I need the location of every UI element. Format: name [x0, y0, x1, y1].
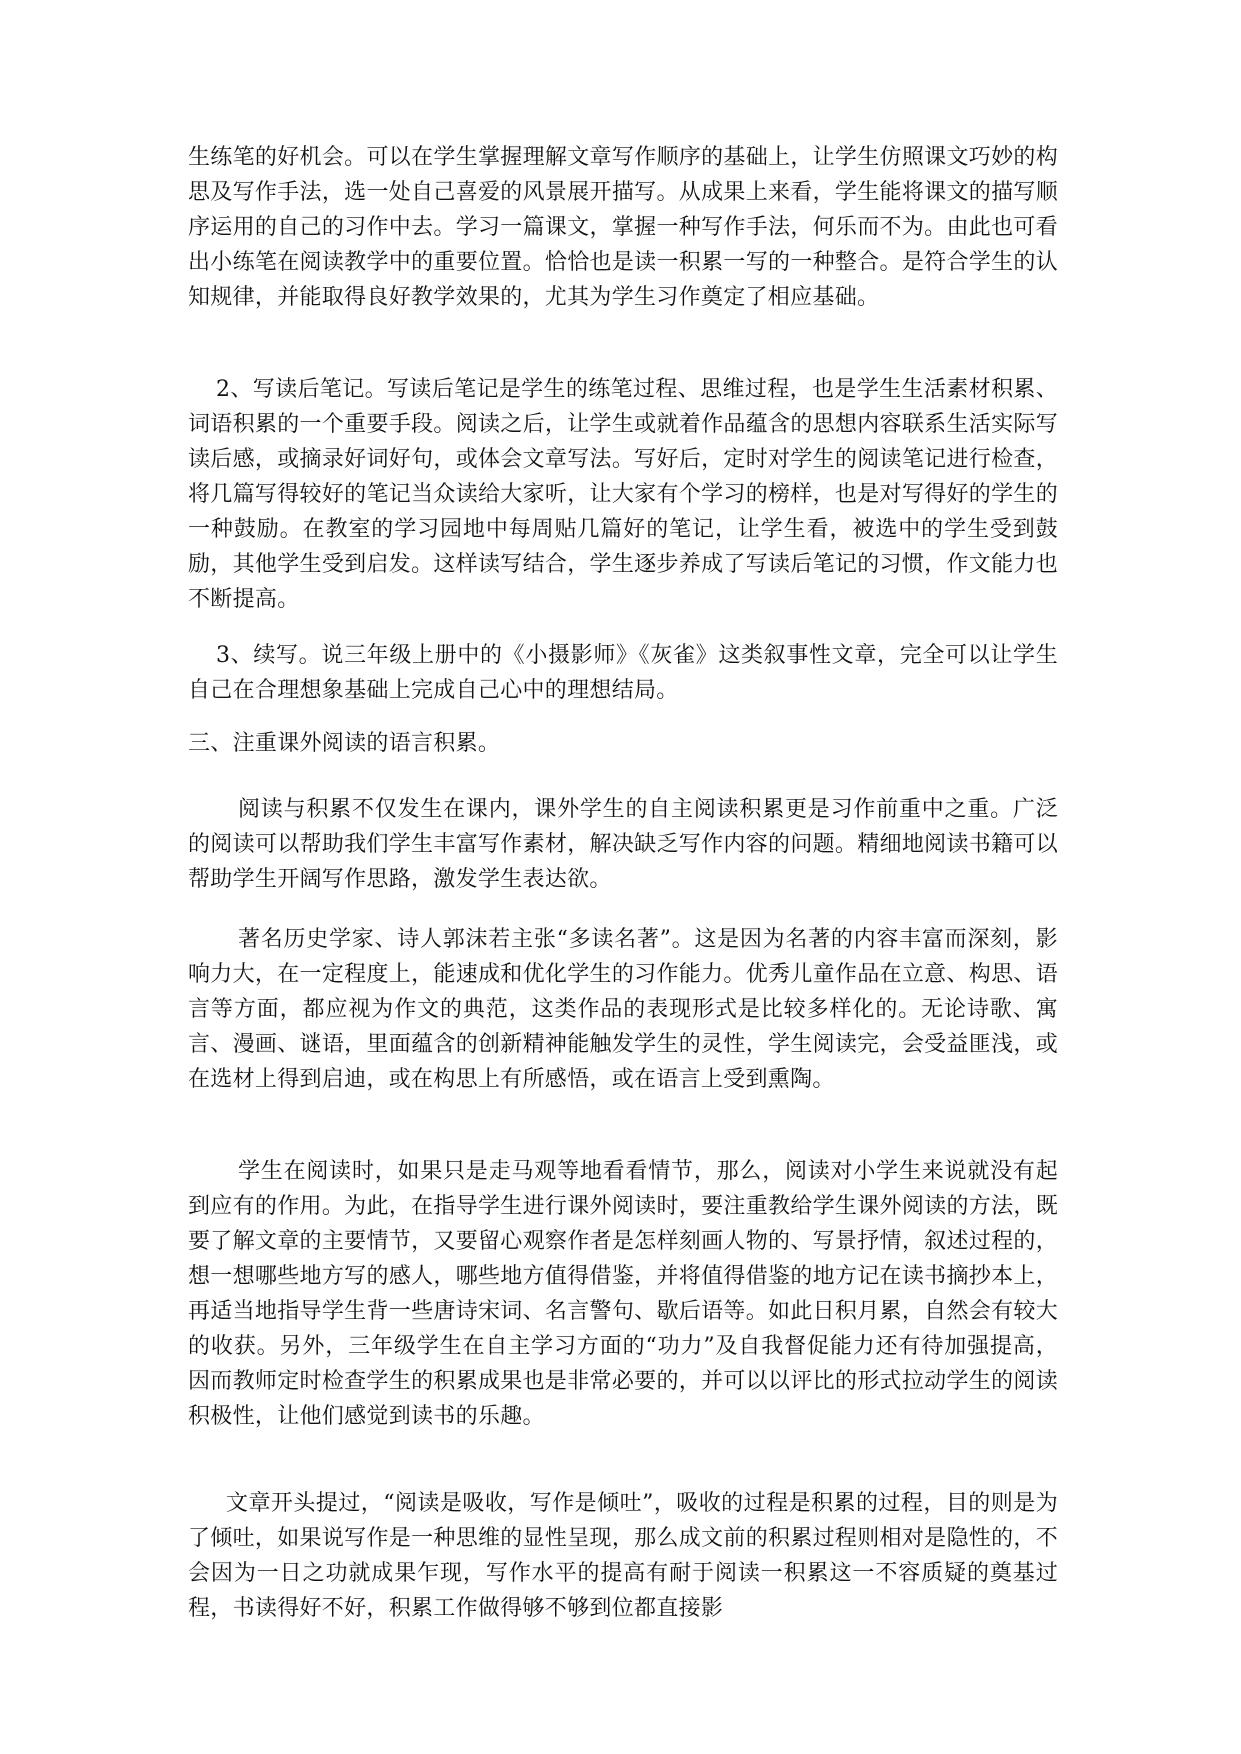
paragraph-block-7	[188, 1154, 1058, 1434]
paragraph-block-3	[188, 638, 1058, 708]
paragraph-8: 文章开头提过，“阅读是吸收，写作是倾吐”，吸收的过程是积累的过程，目的则是为了倾吐，如果说写作是一种思维的显性呈现，那么成文前的积累过程则相对是隐性的，不会因为一日之功就成果乍现，写作水平的提高有耐于阅读一积累这一不容质疑的奠基过程，书读得好不好，积累工作做得够不够到位都直接影	[188, 1491, 1058, 1621]
paragraph-block-8	[188, 1486, 1058, 1626]
paragraph-5: 阅读与积累不仅发生在课内，课外学生的自主阅读积累更是习作前重中之重。广泛的阅读可以帮助我们学生丰富写作素材，解决缺乏写作内容的问题。精细地阅读书籍可以帮助学生开阔写作思路，激发学生表达欲。	[188, 797, 1058, 892]
paragraph-1: 生练笔的好机会。可以在学生掌握理解文章写作顺序的基础上，让学生仿照课文巧妙的构思及写作手法，选一处自己喜爱的风景展开描写。从成果上来看，学生能将课文的描写顺序运用的自己的习作中去。学习一篇课文，掌握一种写作手法，何乐而不为。由此也可看出小练笔在阅读教学中的重要位置。恰恰也是读一积累一写的一种整合。是符合学生的认知规律，并能取得良好教学效果的，尤其为学生习作奠定了相应基础。	[188, 145, 1058, 310]
paragraph-2: 2、写读后笔记。写读后笔记是学生的练笔过程、思维过程，也是学生生活素材积累、词语积累的一个重要手段。阅读之后，让学生或就着作品蕴含的思想内容联系生活实际写读后感，或摘录好词好句，或体会文章写法。写好后，定时对学生的阅读笔记进行检查，将几篇写得较好的笔记当众读给大家听，让大家有个学习的榜样，也是对写得好的学生的一种鼓励。在教室的学习园地中每周贴几篇好的笔记，让学生看，被选中的学生受到鼓励，其他学生受到启发。这样读写结合，学生逐步养成了写读后笔记的习惯，作文能力也不断提高。	[188, 377, 1058, 612]
paragraph-7: 学生在阅读时，如果只是走马观等地看看情节，那么，阅读对小学生来说就没有起到应有的作用。为此，在指导学生进行课外阅读时，要注重教给学生课外阅读的方法，既要了解文章的主要情节，又要留心观察作者是怎样刻画人物的、写景抒情，叙述过程的，想一想哪些地方写的感人，哪些地方值得借鉴，并将值得借鉴的地方记在读书摘抄本上，再适当地指导学生背一些唐诗宋词、名言警句、歇后语等。如此日积月累，自然会有较大的收获。另外，三年级学生在自主学习方面的“功力”及自我督促能力还有待加强提高，因而教师定时检查学生的积累成果也是非常必要的，并可以以评比的形式拉动学生的阅读积极性，让他们感觉到读书的乐趣。	[188, 1159, 1058, 1429]
paragraph-6: 著名历史学家、诗人郭沫若主张“多读名著”。这是因为名著的内容丰富而深刻，影响力大，在一定程度上，能速成和优化学生的习作能力。优秀儿童作品在立意、构思、语言等方面，都应视为作文的典范，这类作品的表现形式是比较多样化的。无论诗歌、寓言、漫画、谜语，里面蕴含的创新精神能触发学生的灵性，学生阅读完，会受益匪浅，或在选材上得到启迪，或在构思上有所感悟，或在语言上受到熏陶。	[188, 927, 1058, 1092]
paragraph-block-2	[188, 372, 1058, 617]
paragraph-block-6	[188, 922, 1058, 1097]
paragraph-block-5	[188, 792, 1058, 897]
section-heading-block	[188, 726, 1058, 761]
section-heading: 三、注重课外阅读的语言积累。	[188, 731, 501, 756]
paragraph-3: 3、续写。说三年级上册中的《小摄影师》《灰雀》这类叙事性文章，完全可以让学生自己在合理想象基础上完成自己心中的理想结局。	[188, 643, 1058, 703]
paragraph-continued	[188, 140, 1058, 315]
